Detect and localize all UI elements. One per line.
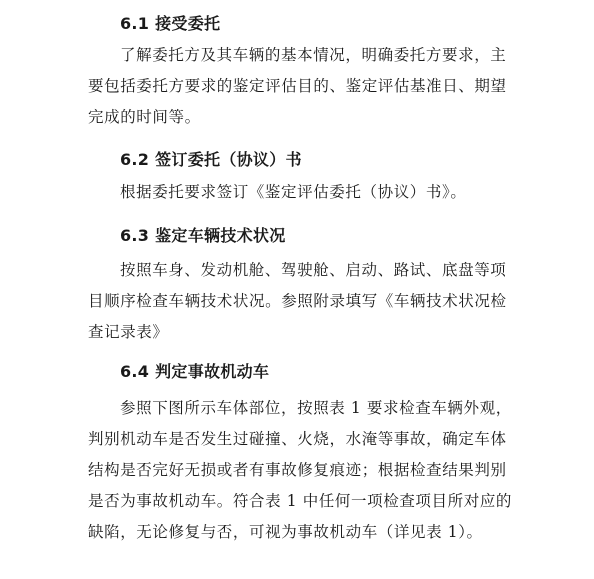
paragraph-line: 根据委托要求签订《鉴定评估委托（协议）书》。 bbox=[120, 183, 467, 201]
paragraph-line: 完成的时间等。 bbox=[88, 108, 201, 126]
paragraph-line: 结构是否完好无损或者有事故修复痕迹；根据检查结果判别 bbox=[88, 461, 507, 479]
paragraph-line: 了解委托方及其车辆的基本情况，明确委托方要求，主 bbox=[120, 46, 507, 64]
section-heading-6-1: 6.1 接受委托 bbox=[120, 14, 221, 33]
section-heading-6-4: 6.4 判定事故机动车 bbox=[120, 362, 270, 381]
paragraph-line: 参照下图所示车体部位，按照表 1 要求检查车辆外观， bbox=[120, 399, 512, 417]
paragraph-line: 按照车身、发动机舱、驾驶舱、启动、路试、底盘等项 bbox=[120, 261, 507, 279]
paragraph-line: 判别机动车是否发生过碰撞、火烧，水淹等事故，确定车体 bbox=[88, 430, 507, 448]
paragraph-line: 查记录表》 bbox=[88, 323, 169, 341]
section-heading-6-3: 6.3 鉴定车辆技术状况 bbox=[120, 226, 286, 245]
paragraph-line: 要包括委托方要求的鉴定评估目的、鉴定评估基准日、期望 bbox=[88, 77, 507, 95]
paragraph-line: 是否为事故机动车。符合表 1 中任何一项检查项目所对应的 bbox=[88, 492, 513, 510]
section-body-6-2 bbox=[88, 177, 528, 208]
section-body-6-3 bbox=[88, 255, 528, 348]
section-heading-6-2: 6.2 签订委托（协议）书 bbox=[120, 150, 302, 169]
section-body-6-1 bbox=[88, 40, 528, 133]
paragraph-line: 缺陷，无论修复与否，可视为事故机动车（详见表 1）。 bbox=[88, 523, 483, 541]
section-body-6-4 bbox=[88, 393, 528, 548]
paragraph-line: 目顺序检查车辆技术状况。参照附录填写《车辆技术状况检 bbox=[88, 292, 507, 310]
